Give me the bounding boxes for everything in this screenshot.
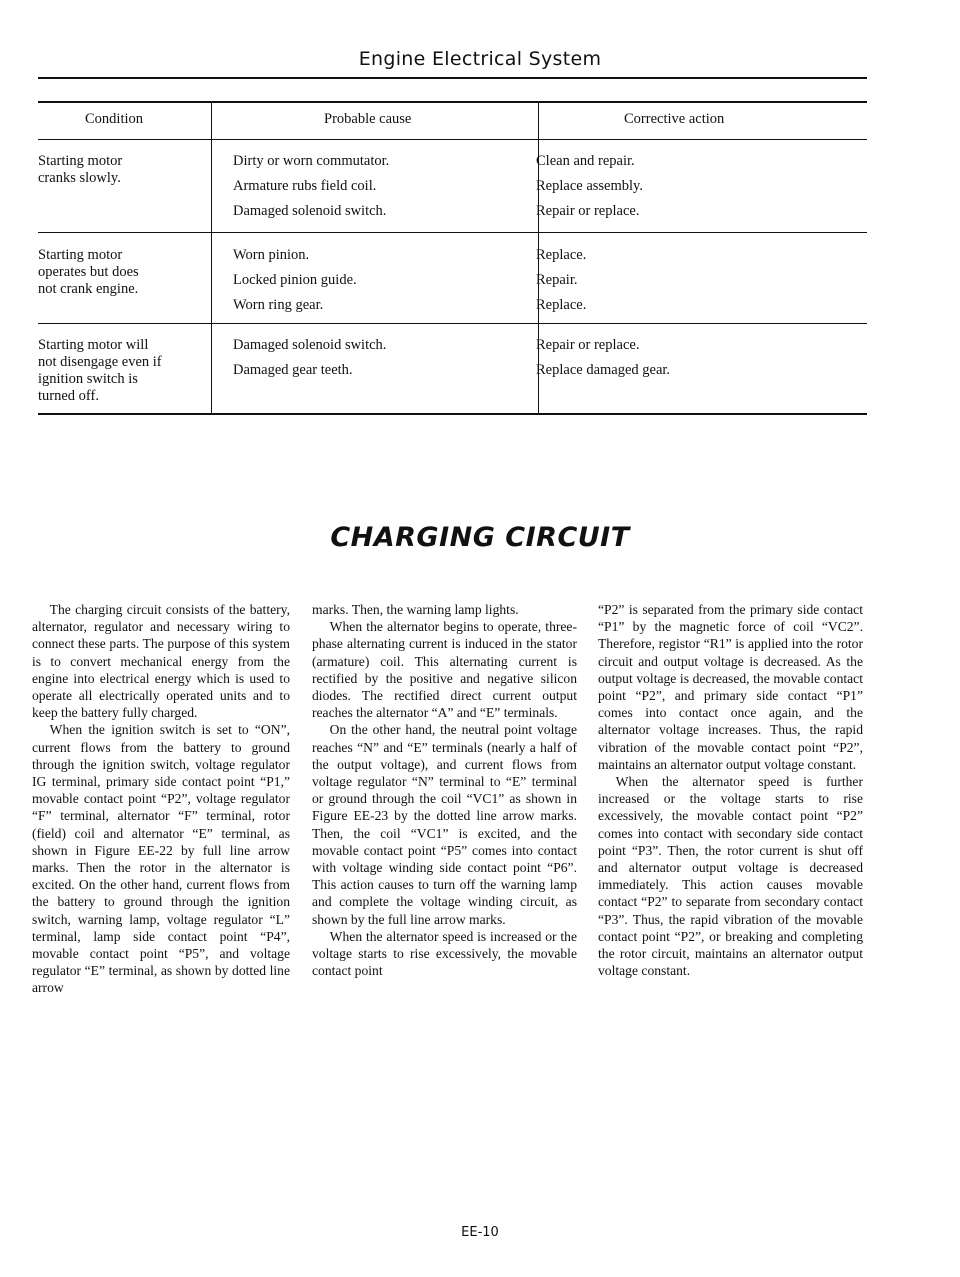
text-column-2 [312,601,577,979]
table-row [38,337,867,413]
paragraph: The charging circuit consists of the battery, alternator, regulator and necessary wiring to connect these parts. The purpose of this system is to convert mechanical energy from the engine into electrical energy which is used to operate all electrically operated units and to keep the battery fully charged. [32,602,290,721]
action-item: Clean and repair. [536,153,635,169]
table-bottom-rule [38,413,867,415]
action-item: Repair or replace. [536,203,640,219]
cause-item: Damaged solenoid switch. [233,337,387,353]
header-divider [38,139,867,140]
cause-item: Armature rubs field coil. [233,178,377,194]
action-item: Replace damaged gear. [536,362,671,378]
condition-line: cranks slowly. [38,170,121,186]
page-header: Engine Electrical System [358,48,602,70]
paragraph: “P2” is separated from the primary side contact “P1” by the magnetic force of coil “VC2”. Therefore, registor “R1” is applied into the rotor circuit and output voltage is decreased. As the output voltage is decreased, the movable contact point “P2”, and primary side contact “P1” comes into contact once again, and the alternator voltage increases. Thus, the rapid vibration of the movable contact point “P2”, maintains an alternator output voltage constant. [598,602,863,772]
row-divider [38,232,867,233]
action-item: Replace. [536,297,587,313]
condition-line: turned off. [38,388,99,404]
cause-cell [233,247,357,322]
condition-cell [38,247,139,298]
text-column-3 [598,601,863,979]
condition-line: operates but does [38,264,139,280]
section-title: CHARGING CIRCUIT [330,522,630,553]
paragraph: When the ignition switch is set to “ON”, current flows from the battery to ground through the ignition switch, voltage regulator IG terminal, primary side contact point “P1,” movable contact point “P2”, voltage regulator “F” terminal, alternator “F” terminal, rotor (field) coil and alternator “E” terminal, as shown in Figure EE-22 by full line arrow marks. Then the rotor in the alternator is excited. On the other hand, current flows from the battery to ground through the ignition switch, warning lamp, voltage regulator “L” terminal, lamp side contact point “P4”, movable contact point “P5”, and voltage regulator “E” terminal, as shown by dotted line arrow [32,722,290,996]
text-column-1 [32,601,290,997]
cause-item: Damaged gear teeth. [233,362,353,378]
action-cell [536,247,586,322]
action-item: Replace assembly. [536,178,643,194]
action-cell [536,153,643,228]
cause-cell [233,153,389,228]
cause-item: Locked pinion guide. [233,272,357,288]
paragraph: marks. Then, the warning lamp lights. [312,602,519,617]
condition-line: Starting motor will [38,337,149,353]
condition-line: Starting motor [38,153,123,169]
action-item: Replace. [536,247,587,263]
paragraph: When the alternator speed is increased or the voltage starts to rise excessively, the movable contact point [312,928,577,979]
condition-line: ignition switch is [38,371,138,387]
header-rule [38,77,867,79]
table-header-row [38,101,867,139]
condition-line: Starting motor [38,247,123,263]
column-header-condition: Condition [85,111,144,127]
condition-cell [38,337,162,405]
action-cell [536,337,670,387]
cause-item: Worn pinion. [233,247,310,263]
cause-item: Damaged solenoid switch. [233,203,387,219]
cause-item: Worn ring gear. [233,297,324,313]
table-row [38,153,867,233]
condition-cell [38,153,122,187]
action-item: Repair or replace. [536,337,640,353]
troubleshooting-table [38,101,867,404]
paragraph: When the alternator speed is further increased or the voltage starts to rise excessively, the movable contact point “P2” comes into contact with secondary side contact point “P3”. Then, the rotor current is shut off and alternator output voltage is decreased immediately. This action causes movable contact “P2” to separate from secondary contact “P3”. Thus, the rapid vibration of the movable contact point “P2”, or breaking and completing the rotor circuit, maintains an alternator output voltage constant. [598,774,863,979]
cause-cell [233,337,386,387]
condition-line: not disengage even if [38,354,162,370]
paragraph: On the other hand, the neutral point voltage reaches “N” and “E” terminals (nearly a half of the output voltage), and current flows from voltage regulator “N” terminal to “E” terminal or ground through the coil “VC1” as shown in Figure EE-23 by the dotted line arrow marks. Then, the coil “VC1” is excited, and the movable contact point “P5” comes into contact with voltage winding side contact point “P6”. This action causes to turn off the warning lamp and complete the voltage winding circuit, as shown by the full line arrow marks. [312,722,577,927]
paragraph: When the alternator begins to operate, three-phase alternating current is induced in the stator (armature) coil. This alternating current is rectified by the positive and negative silicon diodes. The rectified direct current output reaches the alternator “A” and “E” terminals. [312,619,577,721]
column-header-corrective-action: Corrective action [624,111,725,127]
column-header-probable-cause: Probable cause [324,111,412,127]
action-item: Repair. [536,272,578,288]
condition-line: not crank engine. [38,281,139,297]
cause-item: Dirty or worn commutator. [233,153,390,169]
row-divider [38,323,867,324]
table-row [38,247,867,327]
page-number: EE-10 [461,1225,499,1240]
